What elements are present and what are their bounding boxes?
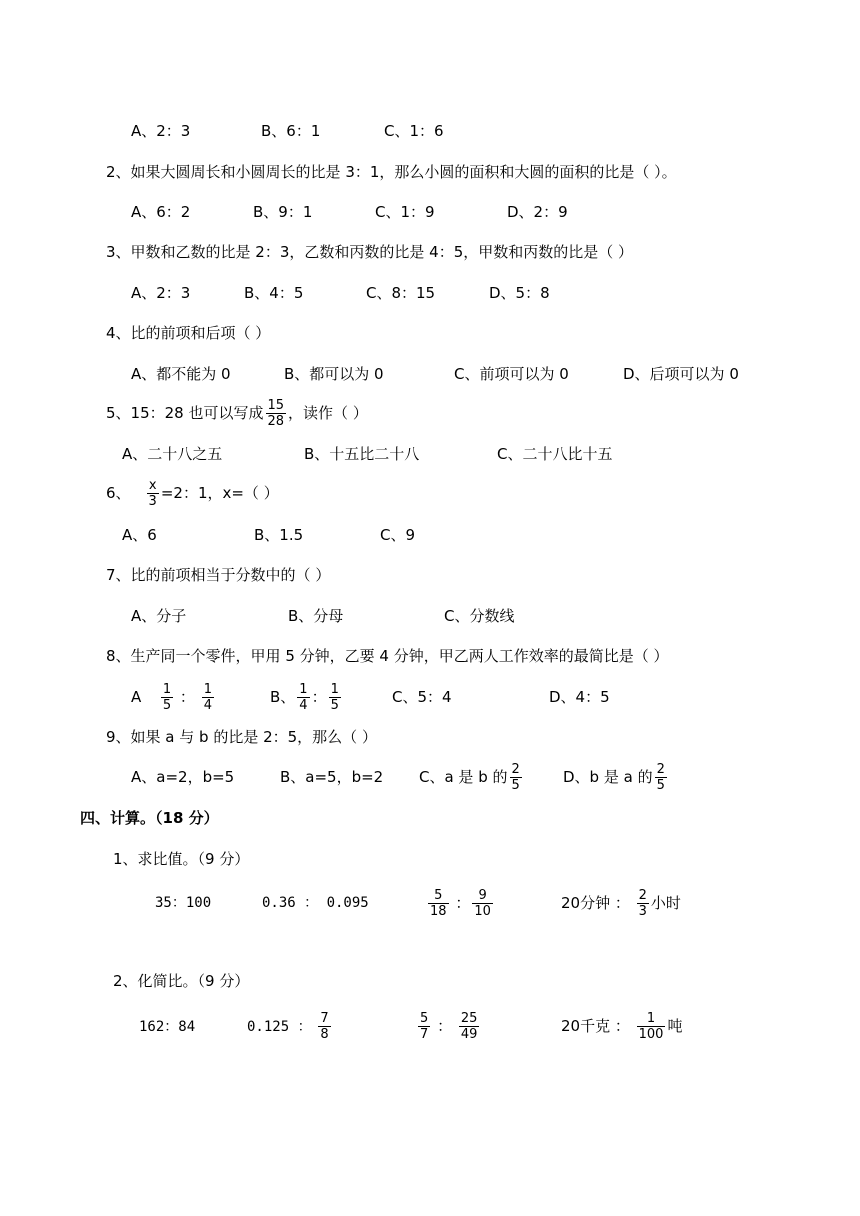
denominator: 100: [638, 1027, 664, 1042]
calc-2-expr-4: [561, 1006, 682, 1046]
numerator: 5: [420, 1011, 429, 1026]
q6-option-c: C、9: [380, 526, 416, 544]
section-4-title: 四、计算。（18 分）: [80, 809, 219, 827]
q9-option-b: B、a=5，b=2: [280, 768, 384, 786]
q4-option-c: C、前项可以为 0: [454, 365, 569, 383]
q8-option-d: D、4：5: [549, 688, 610, 706]
question-5-text: [106, 394, 368, 432]
q5-suffix: ，读作（ ）: [288, 404, 368, 422]
ratio-colon: ：: [311, 688, 327, 706]
calc-1-expr-4: [561, 883, 681, 923]
calc-2-expr-3: [416, 1006, 481, 1046]
q4-option-d: D、后项可以为 0: [623, 365, 739, 383]
ratio-colon: ：: [455, 894, 471, 912]
q3-option-d: D、5：8: [489, 284, 550, 302]
denominator: 49: [460, 1027, 478, 1042]
question-6-text: [106, 474, 279, 512]
part-1-title: 1、求比值。（9 分）: [113, 850, 250, 868]
denominator: 4: [203, 698, 212, 713]
denominator: 5: [162, 698, 172, 713]
q2-option-d: D、2：9: [507, 203, 568, 221]
q6-fraction: [147, 478, 159, 509]
q8-option-b-fraction-2: [329, 682, 341, 713]
numerator: 1: [203, 682, 212, 697]
q1-option-c: C、1：6: [384, 122, 444, 140]
q3-option-b: B、4：5: [244, 284, 304, 302]
q7-option-b: B、分母: [288, 607, 344, 625]
calc-2-expr-1: 162：84: [139, 1019, 196, 1035]
fraction: [637, 888, 649, 919]
q3-option-a: A、2：3: [131, 284, 191, 302]
question-9-text: 9、如果 a 与 b 的比是 2：5，那么（ ）: [106, 728, 377, 746]
part-2-title: 2、化简比。（9 分）: [113, 972, 250, 990]
q1-option-b: B、6：1: [261, 122, 321, 140]
fraction: [428, 888, 449, 919]
q6-prefix: 6、: [106, 484, 131, 502]
q6-fraction-denominator: 3: [148, 494, 157, 509]
denominator: 5: [656, 778, 665, 793]
expr-suffix: 小时: [650, 894, 681, 912]
q1-option-a: A、2：3: [131, 122, 191, 140]
numerator: 1: [162, 682, 172, 697]
calc-2-expr-2: [247, 1006, 333, 1047]
q5-prefix: 5、15：28 也可以写成: [106, 404, 264, 422]
calc-1-expr-1: 35：100: [155, 895, 212, 911]
q8-option-a-fraction-1: [161, 682, 173, 713]
calc-1-expr-2: 0.36 ： 0.095: [262, 895, 369, 911]
q9-option-d-text: D、b 是 a 的: [563, 768, 653, 786]
fraction: [637, 1011, 666, 1042]
denominator: 5: [330, 698, 339, 713]
question-4-text: 4、比的前项和后项（ ）: [106, 324, 271, 342]
q6-option-a: A、6: [122, 526, 157, 544]
fraction: [459, 1011, 480, 1042]
q8-option-a-label: A: [131, 688, 142, 706]
numerator: 2: [656, 762, 665, 777]
denominator: 10: [474, 904, 491, 919]
numerator: 1: [299, 682, 308, 697]
q4-option-b: B、都可以为 0: [284, 365, 384, 383]
q8-option-a-fraction-2: [202, 682, 214, 713]
numerator: 2: [638, 888, 647, 903]
q2-option-a: A、6：2: [131, 203, 191, 221]
q3-option-c: C、8：15: [366, 284, 436, 302]
q7-option-c: C、分数线: [444, 607, 515, 625]
expr-prefix: 0.125 ：: [247, 1019, 312, 1035]
numerator: 5: [434, 888, 443, 903]
expr-suffix: 吨: [667, 1017, 683, 1035]
question-8-text: 8、生产同一个零件，甲用 5 分钟，乙要 4 分钟，甲乙两人工作效率的最简比是（ ）: [106, 647, 669, 665]
q6-option-b: B、1.5: [254, 526, 304, 544]
fraction: [318, 1011, 330, 1042]
numerator: 7: [320, 1011, 329, 1026]
denominator: 8: [320, 1027, 329, 1042]
q8-option-b-fraction-1: [297, 682, 309, 713]
q7-option-a: A、分子: [131, 607, 187, 625]
q5-fraction: [266, 398, 287, 429]
expr-prefix: 20千克 ：: [561, 1017, 630, 1035]
numerator: 25: [460, 1011, 478, 1026]
q6-suffix: =2：1，x=（ ）: [160, 484, 279, 502]
numerator: 1: [330, 682, 339, 697]
ratio-colon: ：: [437, 1017, 453, 1035]
numerator: 1: [646, 1011, 656, 1026]
q5-fraction-numerator: 15: [267, 398, 285, 413]
q9-option-c-fraction: [510, 762, 522, 793]
q8-option-a: [131, 677, 216, 717]
ratio-colon: ：: [179, 688, 195, 706]
q8-option-b-label: B、: [270, 688, 296, 706]
q2-option-c: C、1：9: [375, 203, 435, 221]
q4-option-a: A、都不能为 0: [131, 365, 231, 383]
q5-option-b: B、十五比二十八: [304, 445, 420, 463]
expr-prefix: 20分钟 ：: [561, 894, 630, 912]
denominator: 3: [638, 904, 647, 919]
q9-option-d: [563, 757, 669, 797]
q9-option-c-text: C、a 是 b 的: [419, 768, 508, 786]
numerator: 2: [511, 762, 520, 777]
denominator: 4: [299, 698, 308, 713]
denominator: 5: [511, 778, 520, 793]
q9-option-c: [419, 757, 524, 797]
q9-option-d-fraction: [655, 762, 667, 793]
denominator: 7: [420, 1027, 429, 1042]
question-2-text: 2、如果大圆周长和小圆周长的比是 3：1，那么小圆的面积和大圆的面积的比是（ ）。: [106, 163, 677, 181]
q6-fraction-numerator: x: [148, 478, 157, 493]
q8-option-c: C、5：4: [392, 688, 452, 706]
fraction: [418, 1011, 430, 1042]
numerator: 9: [478, 888, 487, 903]
q5-option-a: A、二十八之五: [122, 445, 223, 463]
q2-option-b: B、9：1: [253, 203, 313, 221]
q5-fraction-denominator: 28: [267, 414, 285, 429]
fraction: [472, 888, 493, 919]
denominator: 18: [430, 904, 447, 919]
calc-1-expr-3: [426, 883, 495, 923]
question-3-text: 3、甲数和乙数的比是 2：3，乙数和丙数的比是 4：5，甲数和丙数的比是（ ）: [106, 243, 634, 261]
q9-option-a: A、a=2，b=5: [131, 768, 235, 786]
question-7-text: 7、比的前项相当于分数中的（ ）: [106, 566, 331, 584]
q5-option-c: C、二十八比十五: [497, 445, 613, 463]
q8-option-b: [270, 677, 343, 717]
